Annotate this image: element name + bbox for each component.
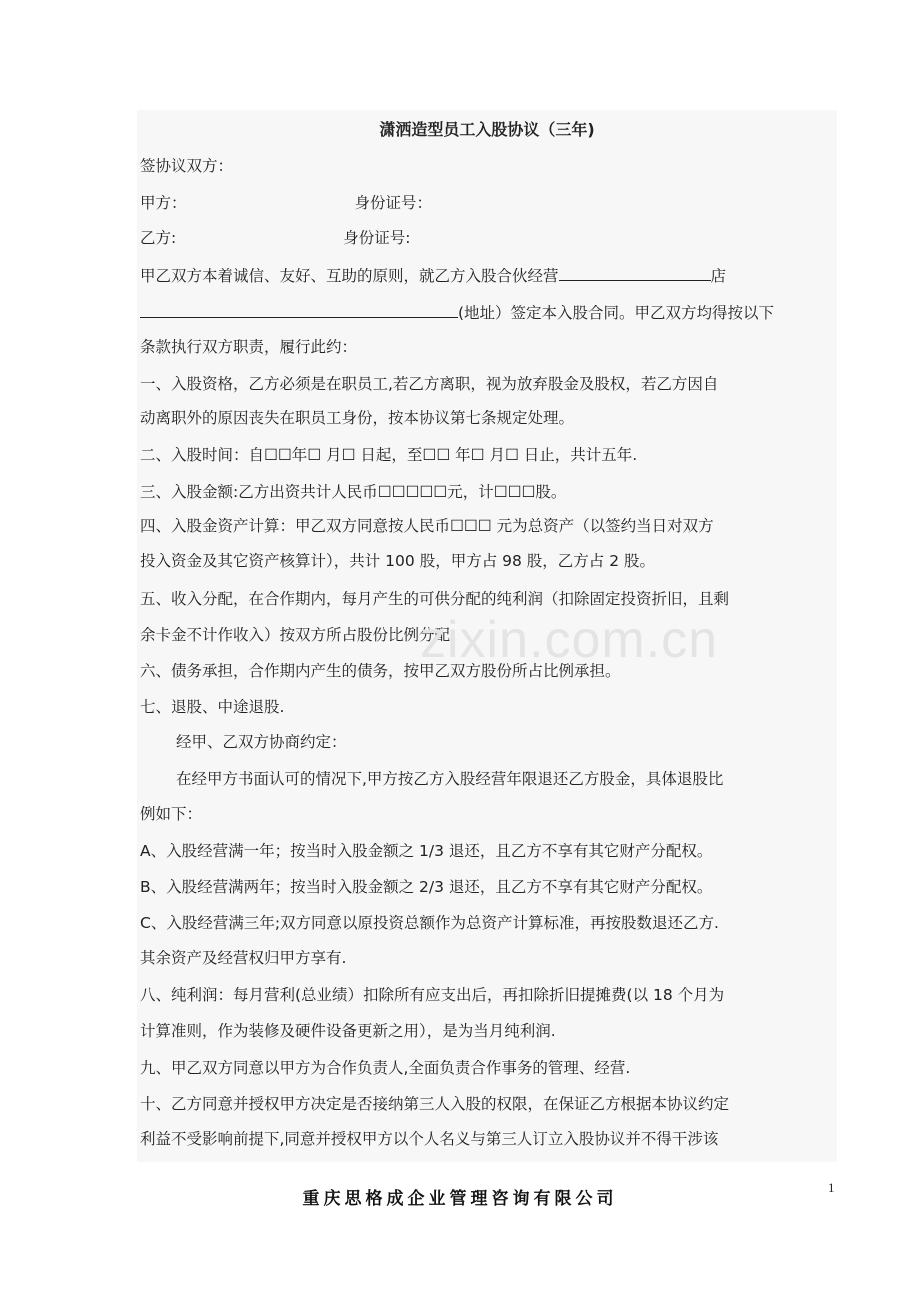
party-a-line bbox=[140, 193, 837, 213]
footer-company: 重庆思格成企业管理咨询有限公司 bbox=[302, 1189, 618, 1209]
doc-line: 四、入股金资产计算：甲乙双方同意按人民币☐☐☐ 元为总资产（以签约当日对双方 bbox=[140, 517, 714, 535]
doc-line: 条款执行双方职责，履行此约： bbox=[140, 338, 358, 356]
address-text: (地址）签定本入股合同。甲乙双方均得按以下 bbox=[458, 304, 775, 322]
doc-line: 经甲、乙双方协商约定： bbox=[176, 733, 347, 751]
doc-line: 动离职外的原因丧失在职员工身份，按本协议第七条规定处理。 bbox=[140, 409, 575, 427]
store-name-blank bbox=[559, 263, 711, 281]
page-number: 1 bbox=[828, 1180, 835, 1195]
doc-line: A、入股经营满一年；按当时入股金额之 1/3 退还，且乙方不享有其它财产分配权。 bbox=[140, 842, 713, 860]
party-b-label: 乙方: bbox=[140, 229, 177, 247]
party-b-line bbox=[140, 228, 837, 248]
intro-line-1 bbox=[140, 263, 837, 286]
intro-line-2 bbox=[140, 300, 837, 323]
party-a-label: 甲方： bbox=[140, 194, 187, 212]
doc-line: 利益不受影响前提下,同意并授权甲方以个人名义与第三人订立入股协议并不得干涉该 bbox=[140, 1130, 719, 1148]
watermark: zixin.com.cn bbox=[420, 611, 719, 669]
doc-line: C、入股经营满三年;双方同意以原投资总额作为总资产计算标准，再按股数退还乙方. bbox=[140, 914, 719, 932]
doc-line: 投入资金及其它资产核算计），共计 100 股，甲方占 98 股，乙方占 2 股。 bbox=[140, 552, 655, 570]
doc-line: 一、入股资格，乙方必须是在职员工,若乙方离职，视为放弃股金及股权，若乙方因自 bbox=[140, 375, 719, 393]
store-suffix: 店 bbox=[710, 267, 727, 285]
doc-line: 其余资产及经营权归甲方享有. bbox=[140, 949, 347, 967]
intro-text: 甲乙双方本着诚信、友好、互助的原则，就乙方入股合伙经营 bbox=[140, 267, 559, 285]
doc-line: 二、入股时间：自☐☐年☐ 月☐ 日起，至☐☐ 年☐ 月☐ 日止，共计五年. bbox=[140, 446, 638, 464]
doc-line: 十、乙方同意并授权甲方决定是否接纳第三人入股的权限，在保证乙方根据本协议约定 bbox=[140, 1095, 730, 1113]
party-a-id-label: 身份证号： bbox=[354, 194, 433, 212]
document-page bbox=[137, 110, 837, 1162]
doc-line: 在经甲方书面认可的情况下,甲方按乙方入股经营年限退还乙方股金，具体退股比 bbox=[176, 770, 724, 788]
doc-line: 例如下： bbox=[140, 805, 203, 823]
doc-line: B、入股经营满两年；按当时入股金额之 2/3 退还，且乙方不享有其它财产分配权。 bbox=[140, 878, 713, 896]
doc-line: 三、入股金额:乙方出资共计人民币☐☐☐☐☐元，计☐☐☐股。 bbox=[140, 483, 567, 501]
doc-line: 计算准则，作为装修及硬件设备更新之用），是为当月纯利润. bbox=[140, 1022, 556, 1040]
doc-line: 六、债务承担，合作期内产生的债务，按甲乙双方股份所占比例承担。 bbox=[140, 662, 621, 680]
doc-line: 余卡金不计作收入）按双方所占股份比例分配。 bbox=[140, 626, 466, 644]
doc-line: 九、甲乙双方同意以甲方为合作负责人,全面负责合作事务的管理、经营. bbox=[140, 1059, 631, 1077]
parties-heading: 签协议双方： bbox=[140, 157, 234, 175]
doc-line: 七、退股、中途退股. bbox=[140, 698, 285, 716]
document-title: 潇洒造型员工入股协议（三年) bbox=[379, 120, 595, 139]
doc-line: 五、收入分配，在合作期内，每月产生的可供分配的纯利润（扣除固定投资折旧，且剩 bbox=[140, 590, 730, 608]
party-b-id-label: 身份证号: bbox=[343, 229, 411, 247]
doc-line: 八、纯利润：每月营利(总业绩）扣除所有应支出后，再扣除折旧提摊费(以 18 个月为 bbox=[140, 986, 725, 1004]
address-blank bbox=[140, 300, 458, 318]
